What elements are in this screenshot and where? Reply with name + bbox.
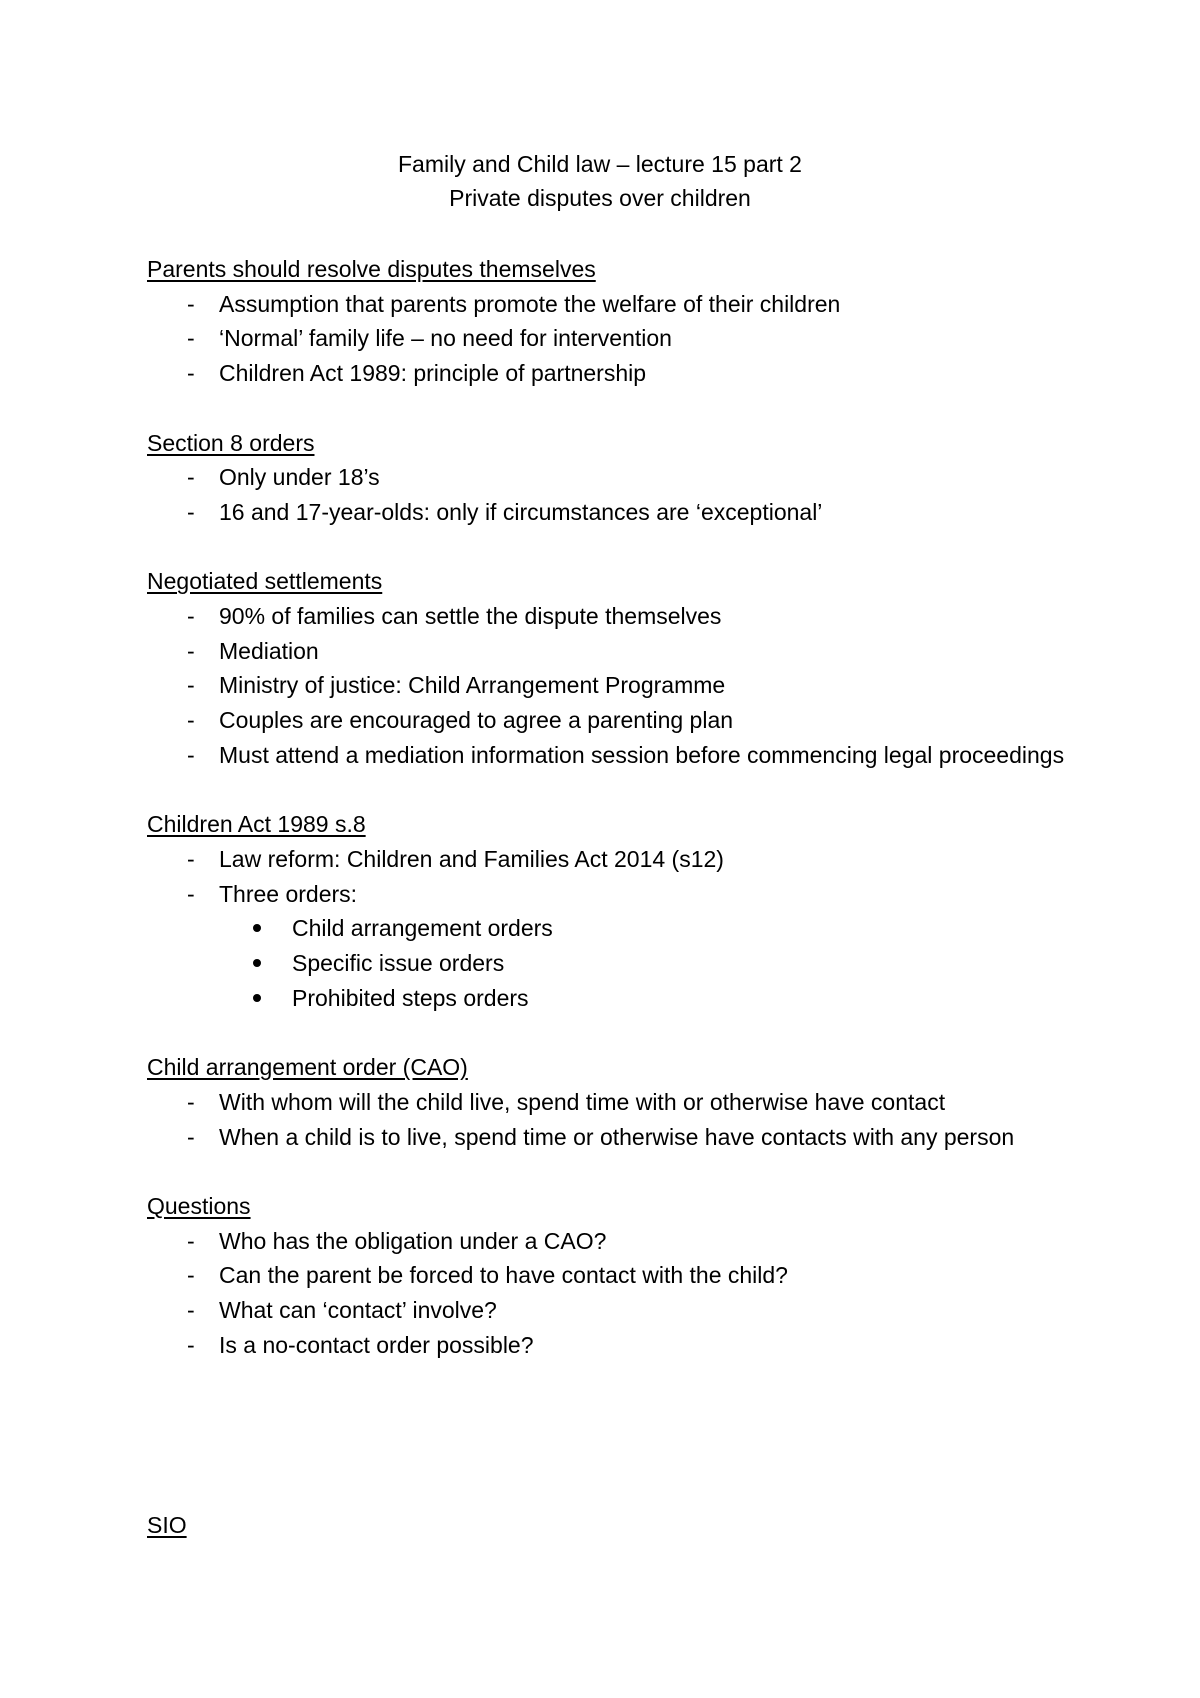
list-item [147, 842, 1087, 877]
section-heading: Parents should resolve disputes themselves [147, 256, 596, 282]
section-heading: Section 8 orders [147, 429, 315, 456]
list-item-text: Assumption that parents promote the welfare of their children [219, 290, 841, 317]
list-item-text: Can the parent be forced to have contact with the child? [219, 1262, 788, 1289]
list-item-text: Ministry of justice: Child Arrangement Programme [219, 672, 726, 699]
list-item-text: Three orders: [219, 880, 358, 907]
document-subtitle: Private disputes over children [449, 185, 751, 211]
dash-list [147, 287, 1087, 391]
section-heading: Children Act 1989 s.8 [147, 811, 366, 838]
dash-marker: - [187, 707, 195, 734]
section-questions [147, 1189, 1087, 1363]
bullet-item [147, 981, 1087, 1016]
dash-marker: - [187, 1123, 195, 1150]
list-item-text: 16 and 17-year-olds: only if circumstances are ‘exceptional’ [219, 498, 823, 525]
list-item-text: When a child is to live, spend time or otherwise have contacts with any person [219, 1123, 1015, 1150]
list-item [147, 1120, 1087, 1155]
dash-marker: - [187, 672, 195, 699]
bullet-item [147, 911, 1087, 946]
section-heading: SIO [147, 1512, 187, 1538]
dash-marker: - [187, 880, 195, 907]
list-item-text: Only under 18’s [219, 464, 380, 491]
list-item [147, 356, 1087, 391]
dash-marker: - [187, 603, 195, 629]
list-item [147, 287, 1087, 322]
dash-marker: - [187, 464, 195, 491]
section-heading: Child arrangement order (CAO) [147, 1054, 468, 1081]
list-item [147, 634, 1087, 669]
section-heading: Negotiated settlements [147, 568, 383, 595]
section-section-8-orders [147, 426, 1087, 530]
dash-marker: - [187, 1262, 195, 1289]
list-item-text: Must attend a mediation information session before commencing legal proceedings [219, 741, 1065, 768]
list-item-text: What can ‘contact’ involve? [219, 1297, 497, 1324]
dash-marker: - [187, 741, 195, 768]
dash-marker: - [187, 637, 195, 664]
list-item [147, 460, 1087, 495]
bullet-item-text: Specific issue orders [292, 950, 505, 977]
list-item-text: With whom will the child live, spend time with or otherwise have contact [219, 1088, 946, 1115]
list-item-text: 90% of families can settle the dispute themselves [219, 603, 722, 629]
dash-list [147, 1224, 1087, 1363]
section-sio [147, 1508, 187, 1542]
list-item [147, 703, 1087, 738]
dash-marker: - [187, 845, 195, 872]
list-item-text: Mediation [219, 637, 319, 664]
dash-marker: - [187, 498, 195, 525]
list-item [147, 877, 1087, 912]
bullet-item-text: Child arrangement orders [292, 915, 553, 942]
list-item [147, 1224, 1087, 1259]
list-item [147, 599, 1087, 634]
document-title: Family and Child law – lecture 15 part 2 [398, 151, 802, 177]
list-item-text: ‘Normal’ family life – no need for intervention [219, 325, 672, 352]
bullet-dot-icon [253, 959, 261, 967]
dash-marker: - [187, 325, 195, 352]
dash-list [147, 599, 1087, 773]
list-item [147, 1258, 1087, 1293]
dash-list [147, 842, 1087, 911]
list-item [147, 321, 1087, 356]
list-item [147, 668, 1087, 703]
list-item-text: Is a no-contact order possible? [219, 1331, 534, 1358]
bullet-item-text: Prohibited steps orders [292, 984, 529, 1011]
list-item-text: Who has the obligation under a CAO? [219, 1227, 607, 1254]
dash-marker: - [187, 1088, 195, 1115]
section-parents-resolve [147, 252, 1087, 391]
document-title-block [0, 147, 1200, 215]
bullet-list [147, 911, 1087, 1015]
section-negotiated-settlements [147, 564, 1087, 772]
list-item [147, 1328, 1087, 1363]
dash-list [147, 460, 1087, 529]
list-item [147, 738, 1087, 773]
section-children-act-s8 [147, 807, 1087, 1015]
dash-list [147, 1085, 1087, 1154]
document-content [147, 252, 1087, 1397]
section-cao [147, 1050, 1087, 1154]
list-item-text: Children Act 1989: principle of partnership [219, 360, 647, 387]
dash-marker: - [187, 1297, 195, 1324]
dash-marker: - [187, 290, 195, 317]
bullet-dot-icon [253, 994, 261, 1002]
list-item-text: Couples are encouraged to agree a parenting plan [219, 707, 734, 734]
section-heading: Questions [147, 1192, 251, 1219]
list-item [147, 495, 1087, 530]
list-item [147, 1085, 1087, 1120]
dash-marker: - [187, 1227, 195, 1254]
list-item-text: Law reform: Children and Families Act 2014 (s12) [219, 845, 724, 872]
list-item [147, 1293, 1087, 1328]
bullet-dot-icon [253, 924, 261, 932]
bullet-item [147, 946, 1087, 981]
dash-marker: - [187, 1331, 195, 1358]
dash-marker: - [187, 360, 195, 387]
